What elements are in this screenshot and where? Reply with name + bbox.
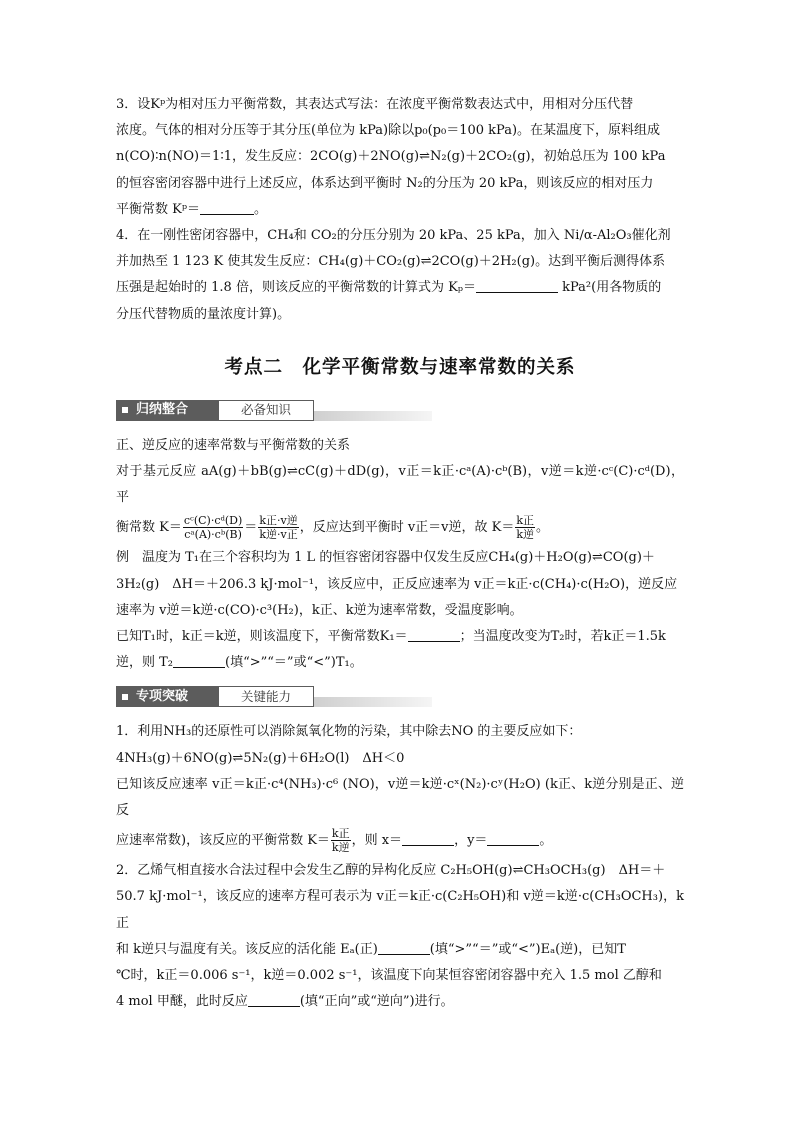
banner-main-label: 归纳整合 — [116, 400, 218, 421]
square-bullet-icon — [122, 407, 128, 413]
answer-blank[interactable] — [402, 831, 454, 846]
problem-3-line-5: 平衡常数 Kᵖ＝ 。 — [116, 201, 268, 217]
fraction-concentration: $\frac{\text{cᶜ(C)·cᵈ(D)}}{\text{cᵃ(A)·cᵇ(B)}}$ — [183, 514, 243, 542]
problem-3-line-4: 的恒容密闭容器中进行上述反应，体系达到平衡时 N₂的分压为 20 kPa，则该反应的相对压力 — [116, 175, 654, 191]
banner-main-label: 专项突破 — [116, 686, 218, 707]
banner-decoration — [314, 697, 432, 707]
knowledge-line-1: 对于基元反应 aA(g)＋bB(g)⇌cC(g)＋dD(g)，v正＝k正·cᵃ(A)·cᵇ(B)，v逆＝k逆·cᶜ(C)·cᵈ(D)，平 — [116, 464, 684, 506]
example-line-5: 逆，则 T₂ (填“>”“＝”或“<”)T₁。 — [116, 655, 363, 671]
square-bullet-icon — [122, 694, 128, 700]
practice-1-line-1: 1．利用NH₃的还原性可以消除氮氧化物的污染，其中除去NO 的主要反应如下： — [116, 724, 582, 740]
section-title: 考点二 化学平衡常数与速率常数的关系 — [224, 356, 576, 378]
problem-4-line-1: 4．在一刚性密闭容器中，CH₄和 CO₂的分压分别为 20 kPa、25 kPa，加入 Ni/α-Al₂O₃催化剂 — [116, 228, 671, 244]
practice-2-line-5: 4 mol 甲醚，此时反应 (填“正向”或“逆向”)进行。 — [116, 994, 454, 1010]
problem-3-line-3: n(CO)∶n(NO)＝1∶1，发生反应：2CO(g)＋2NO(g)⇌N₂(g)＋2CO₂(g)，初始总压为 100 kPa — [116, 149, 666, 165]
fraction-k: $\frac{\text{k正}}{\text{k逆}}$ — [331, 827, 350, 855]
problem-3 — [116, 92, 684, 223]
example-line-4: 已知T₁时，k正＝k逆，则该温度下，平衡常数K₁＝ ；当温度改变为T₂时，若k正＝1.5k — [116, 629, 666, 645]
practice-2 — [116, 858, 684, 1015]
knowledge-heading: 正、逆反应的速率常数与平衡常数的关系 — [116, 437, 351, 453]
answer-blank[interactable] — [200, 200, 254, 215]
practice-1-line-4: 应速率常数)，该反应的平衡常数 K＝ $\frac{\text{k正}}{\text{k逆}}$ ，则 x＝ ，y＝ 。 — [116, 827, 553, 855]
practice-1 — [116, 719, 684, 858]
example-block — [116, 545, 684, 676]
problem-3-line-1: 3．设Kᵖ为相对压力平衡常数，其表达式写法：在浓度平衡常数表达式中，用相对分压代替 — [116, 97, 634, 112]
practice-2-line-2: 50.7 kJ·mol⁻¹，该反应的速率方程可表示为 v正＝k正·c(C₂H₅OH)和 v逆＝k逆·c(CH₃OCH₃)，k正 — [116, 889, 684, 931]
fraction-rate: $\frac{\text{k正·v逆}}{\text{k逆·v正}}$ — [259, 514, 298, 542]
problem-4-line-3: 压强是起始时的 1.8 倍，则该反应的平衡常数的计算式为 Kₚ＝ kPa²(用各物质的 — [116, 280, 662, 296]
answer-blank[interactable] — [248, 992, 300, 1007]
example-line-1: 例 温度为 T₁在三个容积均为 1 L 的恒容密闭容器中仅发生反应CH₄(g)＋H₂O(g)⇌CO(g)＋ — [116, 550, 655, 566]
practice-1-line-2: 4NH₃(g)＋6NO(g)⇌5N₂(g)＋6H₂O(l) ΔH＜0 — [116, 750, 405, 766]
answer-blank[interactable] — [173, 653, 225, 668]
problem-4-line-4: 分压代替物质的量浓度计算)。 — [116, 306, 291, 322]
banner-decoration — [314, 411, 432, 421]
answer-blank[interactable] — [408, 627, 460, 642]
problem-3-line-2: 浓度。气体的相对分压等于其分压(单位为 kPa)除以p₀(p₀＝100 kPa)。在某温度下，原料组成 — [116, 123, 661, 139]
answer-blank[interactable] — [378, 940, 430, 955]
problem-4 — [116, 223, 684, 328]
fraction-k: $\frac{\text{k正}}{\text{k逆}}$ — [516, 514, 535, 542]
banner-sub-label: 必备知识 — [218, 400, 314, 421]
answer-blank[interactable] — [476, 278, 558, 293]
section-banner-knowledge — [116, 400, 432, 421]
practice-1-line-3: 已知该反应速率 v正＝k正·c⁴(NH₃)·c⁶ (NO)，v逆＝k逆·cˣ(N₂)·cʸ(H₂O) (k正、k逆分别是正、逆反 — [116, 776, 684, 819]
knowledge-block — [116, 433, 684, 546]
practice-2-line-3: 和 k逆只与温度有关。该反应的活化能 Eₐ(正) (填“>”“＝”或“<”)Eₐ(逆)，已知T — [116, 941, 626, 957]
knowledge-line-2: 衡常数 K＝ $\frac{\text{cᶜ(C)·cᵈ(D)}}{\text{cᵃ(A)·cᵇ(B)}}$ ＝ $\frac{\text{k正·v逆}}{\text{k逆·v正}}$ ，反应达到平衡时 v正＝v逆，故 K＝ $\frac{\text{k正}}{\text{k逆}}$ 。 — [116, 514, 550, 542]
page-content — [116, 92, 684, 1015]
practice-2-line-4: ℃时，k正＝0.006 s⁻¹，k逆＝0.002 s⁻¹，该温度下向某恒容密闭容器中充入 1.5 mol 乙醇和 — [116, 968, 662, 984]
problem-4-line-2: 并加热至 1 123 K 使其发生反应：CH₄(g)＋CO₂(g)⇌2CO(g)＋2H₂(g)。达到平衡后测得体系 — [116, 254, 666, 270]
example-line-3: 速率为 v逆＝k逆·c(CO)·c³(H₂)，k正、k逆为速率常数，受温度影响。 — [116, 602, 523, 618]
answer-blank[interactable] — [487, 831, 539, 846]
example-line-2: 3H₂(g) ΔH＝＋206.3 kJ·mol⁻¹，该反应中，正反应速率为 v正＝k正·c(CH₄)·c(H₂O)，逆反应 — [116, 576, 678, 592]
section-banner-practice — [116, 686, 432, 707]
practice-2-line-1: 2．乙烯气相直接水合法过程中会发生乙醇的异构化反应 C₂H₅OH(g)⇌CH₃OCH₃(g) ΔH＝＋ — [116, 863, 666, 879]
banner-sub-label: 关键能力 — [218, 686, 314, 707]
